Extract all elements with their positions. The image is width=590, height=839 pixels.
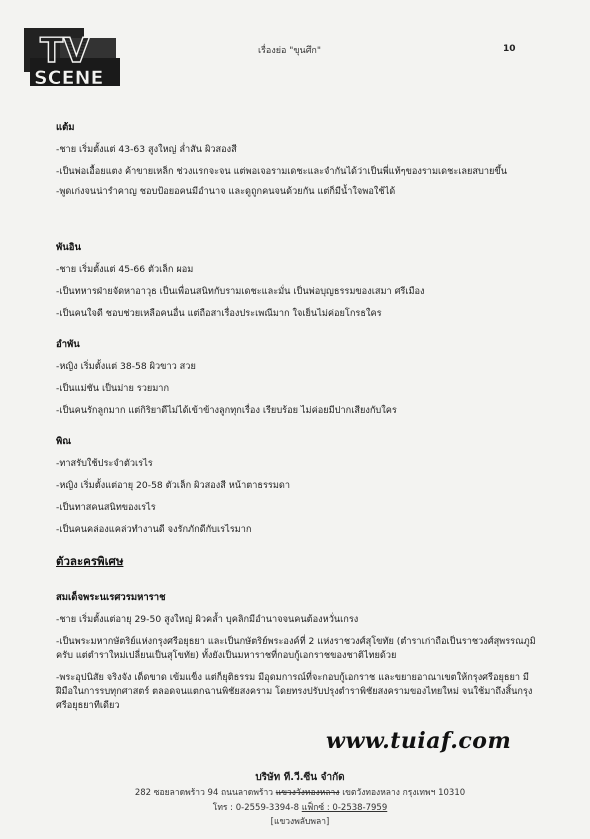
logo-tv-text: TV <box>40 31 90 71</box>
special-characters-header: ตัวละครพิเศษ <box>56 554 124 568</box>
footer-fax: แฟ็กซ์ : 0-2538-7959 <box>301 803 388 813</box>
character-block-phin <box>56 434 536 545</box>
character-line: -เป็นพระมหากษัตริย์แห่งกรุงศรีอยุธยา และเป็นกษัตริย์พระองค์ที่ 2 แห่งราชวงศ์สุโขทัย (ตำราเก่าถือเป็นราชวงศ์สุพรรณภูมิครับ แต่ตำราใหม่เปลี่ยนเป็นสุโขทัย) ทั้งยังเป็นมหาราชที่กอบกู้เอกราชของชาติไทยด้วย <box>56 636 536 661</box>
footer-address-end: เขตวังทองหลาง กรุงเทพฯ 10310 <box>342 788 466 798</box>
footer-address-start: 282 ซอยลาดพร้าว 94 ถนนลาดพร้าว <box>134 788 274 798</box>
character-line: -เป็นคนใจดี ชอบช่วยเหลือคนอื่น แต่ถือสาเรื่องประเพณีมาก ใจเย็นไม่ค่อยโกรธใคร <box>56 308 382 319</box>
character-line: -ชาย เริ่มตั้งแต่ 43-63 สูงใหญ่ ล่ำสัน ผิวสองสี <box>56 144 237 155</box>
website-watermark: www.tuiaf.com <box>326 728 512 754</box>
character-block-phan-in <box>56 240 536 329</box>
character-block-taem <box>56 120 536 207</box>
logo-scene-text: SCENE <box>34 67 104 89</box>
footer-handwritten-note: [แขวงพลับพลา] <box>270 817 330 827</box>
character-name: แต้ม <box>56 122 75 133</box>
character-line: -เป็นคนคล่องแคล่วทำงานดี จงรักภักดีกับเรไรมาก <box>56 524 252 535</box>
character-name: พิณ <box>56 436 72 447</box>
special-characters-section <box>56 553 536 571</box>
character-line: -เป็นทหารฝ่ายจัดหาอาวุธ เป็นเพื่อนสนิทกับรามเดชะและมั่น เป็นพ่อบุญธรรมของเสมา ศรีเมือง <box>56 286 425 297</box>
character-line: -ชาย เริ่มตั้งแต่อายุ 29-50 สูงใหญ่ ผิวคล้ำ บุคลิกมีอำนาจจนคนต้องหวั่นเกรง <box>56 614 359 625</box>
footer-company-name: บริษัท ที.วี.ซีน จำกัด <box>255 772 345 783</box>
footer-contact <box>100 800 500 814</box>
character-line: -เป็นพ่อเอื้อยแตง ค้าขายเหล็ก ช่วงแรกจะจน แต่พอเจอรามเดชะและจำกันได้ว่าเป็นพี่แท้ๆของรามเดชะเลยสบายขึ้น <box>56 166 507 177</box>
character-line: -หญิง เริ่มตั้งแต่อายุ 20-58 ตัวเล็ก ผิวสองสี หน้าตาธรรมดา <box>56 480 291 491</box>
tv-scene-logo <box>20 24 128 92</box>
character-line: -เป็นคนรักลูกมาก แต่กิริยาดีไม่ได้เข้าข้างลูกทุกเรื่อง เรียบร้อย ไม่ค่อยมีปากเสียงกับใคร <box>56 405 397 416</box>
footer-phone: โทร : 0-2559-3394-8 <box>212 803 300 813</box>
character-block-amphan <box>56 337 536 426</box>
character-line: -เป็นแม่ชัน เป็นม่าย รวยมาก <box>56 383 170 394</box>
character-block-naresuan <box>56 590 536 721</box>
character-line: -ทาสรับใช้ประจำตัวเรไร <box>56 458 153 469</box>
character-line: -หญิง เริ่มตั้งแต่ 38-58 ผิวขาว สวย <box>56 361 196 372</box>
character-line: -พระอุปนิสัย จริงจัง เด็ดขาด เข้มแข็ง แต่ก็ยุติธรรม มีอุดมการณ์ที่จะกอบกู้เอกราช และขยายอาณาเขตให้กรุงศรีอยุธยา มีฝีมือในการรบทุกศาสตร์ ตลอดจนแตกฉานพิชัยสงคราม โดยทรงปรับปรุงตำราพิชัยสงครามของไทยใหม่ จนใช้มาถึงสิ้นกรุงศรีอยุธยาทีเดียว <box>56 672 533 711</box>
page-number: 10 <box>503 44 516 54</box>
document-title: เรื่องย่อ "ขุนศึก" <box>258 46 321 56</box>
character-line: -เป็นทาสคนสนิทของเรไร <box>56 502 156 513</box>
character-name: สมเด็จพระนเรศวรมหาราช <box>56 592 166 603</box>
character-line: -ชาย เริ่มตั้งแต่ 45-66 ตัวเล็ก ผอม <box>56 264 194 275</box>
character-name: อำพัน <box>56 339 80 350</box>
character-line: -พูดเก่งจนน่ารำคาญ ชอบป้อยอคนมีอำนาจ และดูถูกคนจนด้วยกัน แต่ก็มีน้ำใจพอใช้ได้ <box>56 186 396 197</box>
character-name: พันอิน <box>56 242 81 253</box>
footer-address-struck: แขวงวังทองหลาง <box>275 788 340 798</box>
footer-address <box>100 785 500 799</box>
